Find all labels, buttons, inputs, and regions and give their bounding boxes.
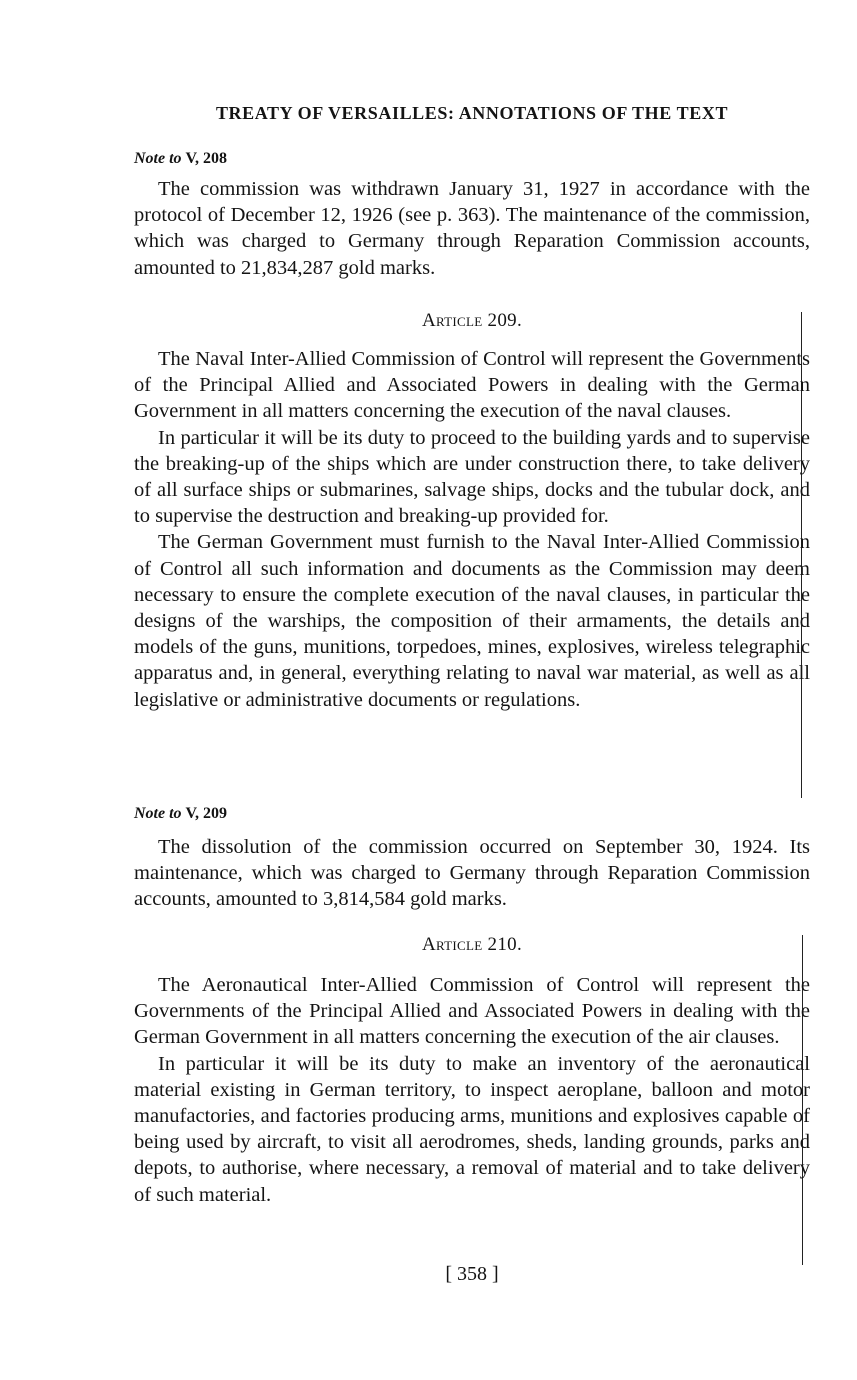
note-reference: V, 209 [185, 805, 228, 822]
article-body-210 [134, 972, 810, 1208]
page-number: [ 358 ] [445, 1263, 499, 1285]
paragraph: The dissolution of the commission occurred on September 30, 1924. Its maintenance, which was charged to Germany through Reparation Commission accounts, amounted to 3,814,584 gold marks. [134, 836, 810, 911]
paragraph: The German Government must furnish to the Naval Inter-Allied Commission of Control all such information and documents as the Commission may deem necessary to ensure the complete execution of the naval clauses, in particular the designs of the warships, the composition of their armaments, the details and models of the guns, munitions, torpedoes, mines, explosives, wireless telegraphic apparatus and, in general, everything relating to naval war material, as well as all legislative or administrative documents or regulations. [134, 531, 810, 711]
article-body-209 [134, 346, 810, 713]
article-heading-210: Article 210. [421, 934, 523, 955]
note-heading-208 [134, 150, 227, 168]
note-body-209 [134, 834, 810, 913]
note-heading-209 [134, 805, 227, 823]
running-head: TREATY OF VERSAILLES: ANNOTATIONS OF THE TEXT [215, 103, 729, 123]
paragraph: The Aeronautical Inter-Allied Commission of Control will represent the Governments of the Principal Allied and Associated Powers in dealing with the German Government in all matters concerning the execution of the air clauses. [134, 974, 810, 1049]
paragraph: In particular it will be its duty to make an inventory of the aeronautical material existing in German territory, to inspect aeroplane, balloon and motor manufactories, and factories producing arms, munitions and explosives capable of being used by aircraft, to visit all aerodromes, sheds, landing grounds, parks and depots, to authorise, where necessary, a removal of material and to take delivery of such material. [134, 1052, 810, 1206]
note-label: Note to [134, 805, 182, 822]
note-reference: V, 208 [185, 150, 228, 167]
note-label: Note to [134, 150, 182, 167]
paragraph: The commission was withdrawn January 31, 1927 in accordance with the protocol of December 12, 1926 (see p. 363). The maintenance of the commission, which was charged to Germany through Reparation Commission accounts, amounted to 21,834,287 gold marks. [134, 178, 810, 279]
paragraph: In particular it will be its duty to proceed to the building yards and to supervise the breaking-up of the ships which are under construction there, to take delivery of all surface ships or submarines, salvage ships, docks and the tubular dock, and to supervise the destruction and breaking-up provided for. [134, 426, 810, 528]
article-heading-209: Article 209. [421, 310, 523, 331]
paragraph: The Naval Inter-Allied Commission of Control will represent the Governments of the Principal Allied and Associated Powers in dealing with the German Government in all matters concerning the execution of the naval clauses. [134, 348, 810, 423]
note-body-208 [134, 176, 810, 281]
